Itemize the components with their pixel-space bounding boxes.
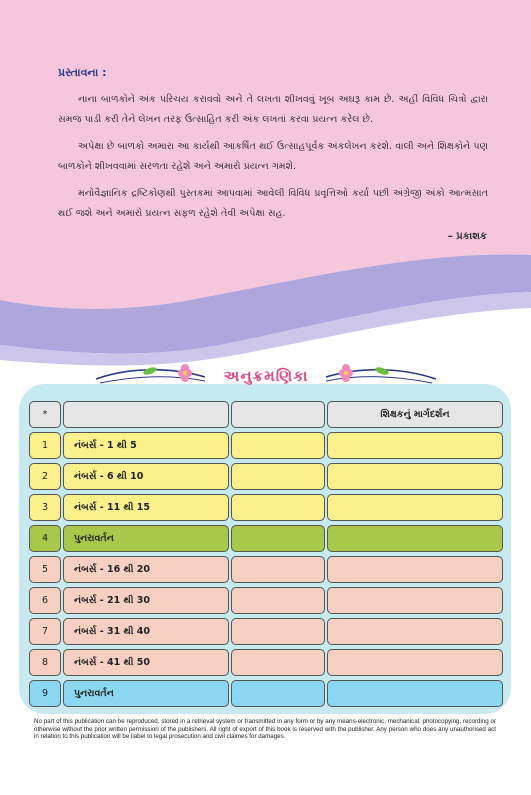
flower-icon <box>339 364 353 382</box>
row-guide <box>327 680 503 707</box>
row-topic: નંબર્સ - 6 થી 10 <box>63 463 229 490</box>
row-number: 6 <box>29 587 61 614</box>
header-number: * <box>29 401 61 428</box>
row-page <box>231 680 325 707</box>
toc-row <box>29 525 503 552</box>
preface-paragraph: અપેક્ષા છે બાળકો અમારા આ કાર્યથી આકર્ષિત થઈ ઉત્સાહપૂર્વક અંકલેખન કરશે. વાલી અને શિક્ષકોને પણ બાળકોને શીખવવામાં સરળતા રહેશે અને અમારો પ્રયત્ન ગમશે. <box>58 141 488 172</box>
row-topic: નંબર્સ - 16 થી 20 <box>63 556 229 583</box>
preface-title: પ્રસ્તાવના : <box>58 66 107 79</box>
row-page <box>231 649 325 676</box>
publisher-signature: – પ્રકાશક <box>447 231 487 242</box>
preface-paragraph: નાના બાળકોને અંક પરિચય કરાવવો અને તે લખતા શીખવવું ખૂબ અઘરૂ કામ છે. અહીં વિવિધ ચિત્રો દ્વારા સમજ પાડી કરી તેને લેખન તરફ ઉત્સાહિત કરી અંક લખતાં કરવા પ્રયત્ન કરેલ છે. <box>58 94 488 125</box>
row-page <box>231 432 325 459</box>
row-guide <box>327 432 503 459</box>
row-number: 1 <box>29 432 61 459</box>
row-guide <box>327 494 503 521</box>
row-page <box>231 525 325 552</box>
row-number: 4 <box>29 525 61 552</box>
header-topic <box>63 401 229 428</box>
row-topic: નંબર્સ - 21 થી 30 <box>63 587 229 614</box>
toc-row <box>29 587 503 614</box>
copyright-notice: No part of this publication can be reproduced, stored in a retrieval system or transmitted in any form or by any means-electronic, mechanical, photocopying, recording or otherwise without the prior written permission of the publishers. All right of export of this book is reserved with the publisher. Any person who does any unauthorised act in relation to this publication will be liabel to legal prosecution and civil claimes for damages. <box>34 718 496 741</box>
row-topic: પુનરાવર્તન <box>63 680 229 707</box>
row-page <box>231 587 325 614</box>
toc-header-row <box>29 401 503 428</box>
row-topic: નંબર્સ - 41 થી 50 <box>63 649 229 676</box>
row-topic: નંબર્સ - 11 થી 15 <box>63 494 229 521</box>
row-guide <box>327 618 503 645</box>
row-topic: નંબર્સ - 1 થી 5 <box>63 432 229 459</box>
row-number: 5 <box>29 556 61 583</box>
row-number: 3 <box>29 494 61 521</box>
row-topic: નંબર્સ - 31 થી 40 <box>63 618 229 645</box>
header-teacher-guide: શિક્ષકનું માર્ગદર્શન <box>327 401 503 428</box>
row-page <box>231 556 325 583</box>
toc-row <box>29 649 503 676</box>
toc-row <box>29 618 503 645</box>
row-page <box>231 494 325 521</box>
row-number: 8 <box>29 649 61 676</box>
toc-row <box>29 494 503 521</box>
row-topic: પુનરાવર્તન <box>63 525 229 552</box>
toc-title: અનુક્રમણિકા <box>223 367 309 385</box>
toc-row <box>29 556 503 583</box>
row-guide <box>327 587 503 614</box>
flower-icon <box>178 364 192 382</box>
preface-section <box>0 0 531 260</box>
header-page <box>231 401 325 428</box>
toc-row <box>29 680 503 707</box>
row-number: 2 <box>29 463 61 490</box>
row-guide <box>327 463 503 490</box>
row-page <box>231 618 325 645</box>
row-number: 9 <box>29 680 61 707</box>
row-number: 7 <box>29 618 61 645</box>
preface-paragraph: મનોવૈજ્ઞાનિક દ્રષ્ટિકોણથી પુસ્તકમાં આપવામાં આવેલી વિવિધ પ્રવૃત્તિઓ કર્યા પછી અંગ્રેજી અંકો આત્મસાત થઈ જશે અને અમારો પ્રયત્ન સફળ રહેશે તેવી અપેક્ષા સહ. <box>58 188 488 219</box>
row-guide <box>327 649 503 676</box>
toc-row <box>29 432 503 459</box>
row-guide <box>327 525 503 552</box>
toc-row <box>29 463 503 490</box>
row-page <box>231 463 325 490</box>
row-guide <box>327 556 503 583</box>
